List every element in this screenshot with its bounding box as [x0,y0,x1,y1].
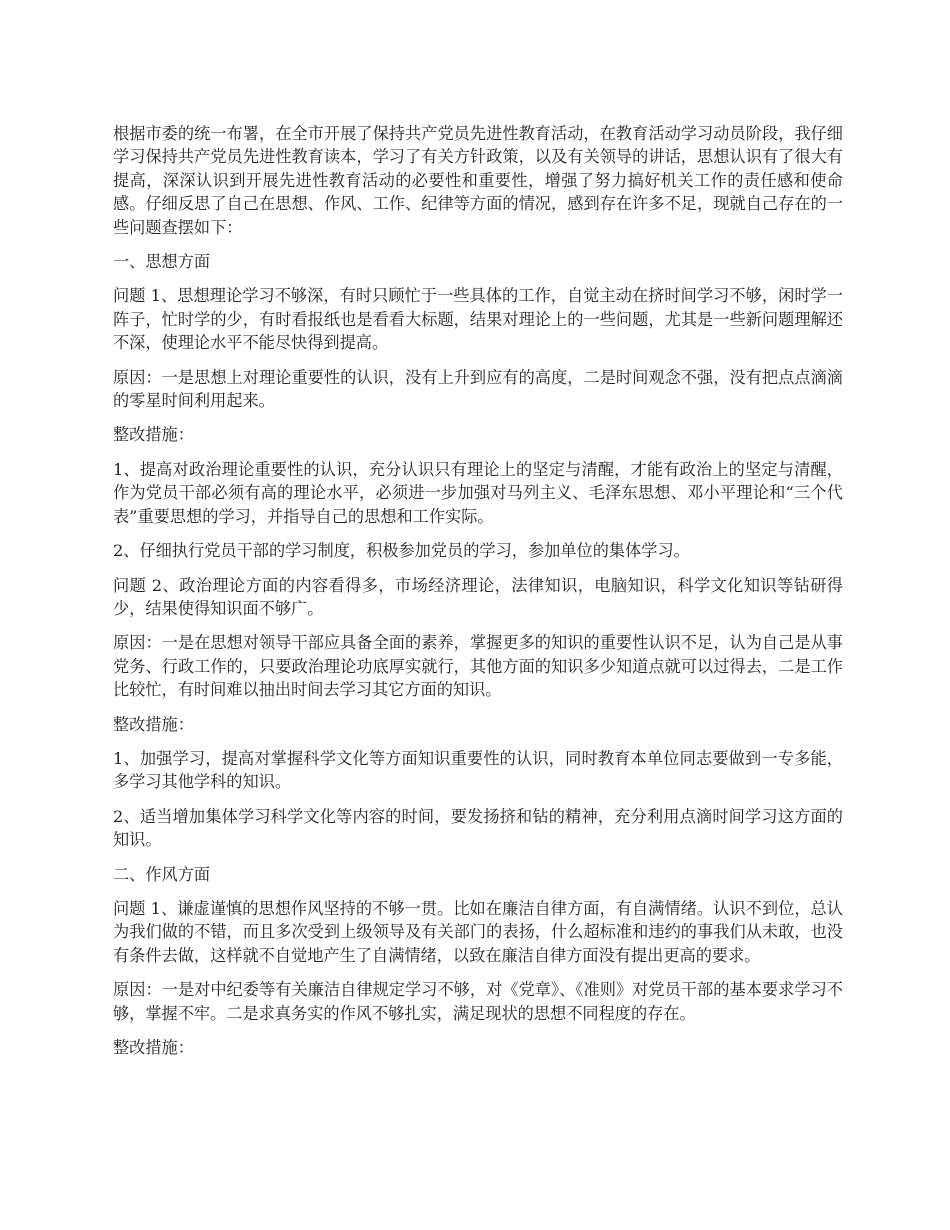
cause-paragraph: 原因：一是对中纪委等有关廉洁自律规定学习不够，对《党章》、《准则》对党员干部的基本要求学习不够，掌握不牢。二是求真务实的作风不够扎实，满足现状的思想不同程度的存在。 [113,980,843,1023]
problem-paragraph: 问题 1、思想理论学习不够深，有时只顾忙于一些具体的工作，自觉主动在挤时间学习不够，闲时学一阵子，忙时学的少，有时看报纸也是看看大标题，结果对理论上的一些问题，尤其是一些新问题理解还不深，使理论水平不能尽快得到提高。 [113,286,843,353]
problem-paragraph: 问题 2、政治理论方面的内容看得多，市场经济理论，法律知识，电脑知识，科学文化知识等钻研得少，结果使得知识面不够广。 [113,575,843,618]
cause-paragraph: 原因：一是在思想对领导干部应具备全面的素养，掌握更多的知识的重要性认识不足，认为自己是从事党务、行政工作的，只要政治理论功底厚实就行，其他方面的知识多少知道点就可以过得去，二是工作比较忙，有时间难以抽出时间去学习其它方面的知识。 [113,633,843,700]
measure-paragraph: 2、适当增加集体学习科学文化等内容的时间，要发扬挤和钻的精神，充分利用点滴时间学习这方面的知识。 [113,806,843,850]
section-heading-thought: 一、思想方面 [113,252,211,272]
measure-paragraph: 1、提高对政治理论重要性的认识，充分认识只有理论上的坚定与清醒，才能有政治上的坚定与清醒，作为党员干部必须有高的理论水平，必须进一步加强对马列主义、毛泽东思想、邓小平理论和“三个代表”重要思想的学习，并指导自己的思想和工作实际。 [113,459,843,526]
measure-paragraph: 1、加强学习，提高对掌握科学文化等方面知识重要性的认识，同时教育本单位同志要做到一专多能，多学习其他学科的知识。 [113,748,843,792]
cause-paragraph: 原因：一是思想上对理论重要性的认识，没有上升到应有的高度，二是时间观念不强，没有把点点滴滴的零星时间利用起来。 [113,367,843,411]
measures-heading: 整改措施： [113,714,194,734]
measures-heading: 整改措施： [113,425,194,445]
section-heading-style: 二、作风方面 [113,864,211,884]
intro-paragraph: 根据市委的统一布署，在全市开展了保持共产党员先进性教育活动，在教育活动学习动员阶段，我仔细学习保持共产党员先进性教育读本，学习了有关方针政策，以及有关领导的讲话，思想认识有了很大有提高，深深认识到开展先进性教育活动的必要性和重要性，增强了努力搞好机关工作的责任感和使命感。仔细反思了自己在思想、作风、工作、纪律等方面的情况，感到存在许多不足，现就自己存在的一些问题查摆如下： [113,124,843,237]
document-page [113,122,843,1070]
problem-paragraph: 问题 1、谦虚谨慎的思想作风坚持的不够一贯。比如在廉洁自律方面，有自满情绪。认识不到位，总认为我们做的不错，而且多次受到上级领导及有关部门的表扬，什么超标准和违约的事我们从未敢，也没有条件去做，这样就不自觉地产生了自满情绪，以致在廉洁自律方面没有提出更高的要求。 [113,898,843,965]
measure-paragraph: 2、仔细执行党员干部的学习制度，积极参加党员的学习，参加单位的集体学习。 [113,541,690,561]
measures-heading: 整改措施： [113,1038,194,1057]
